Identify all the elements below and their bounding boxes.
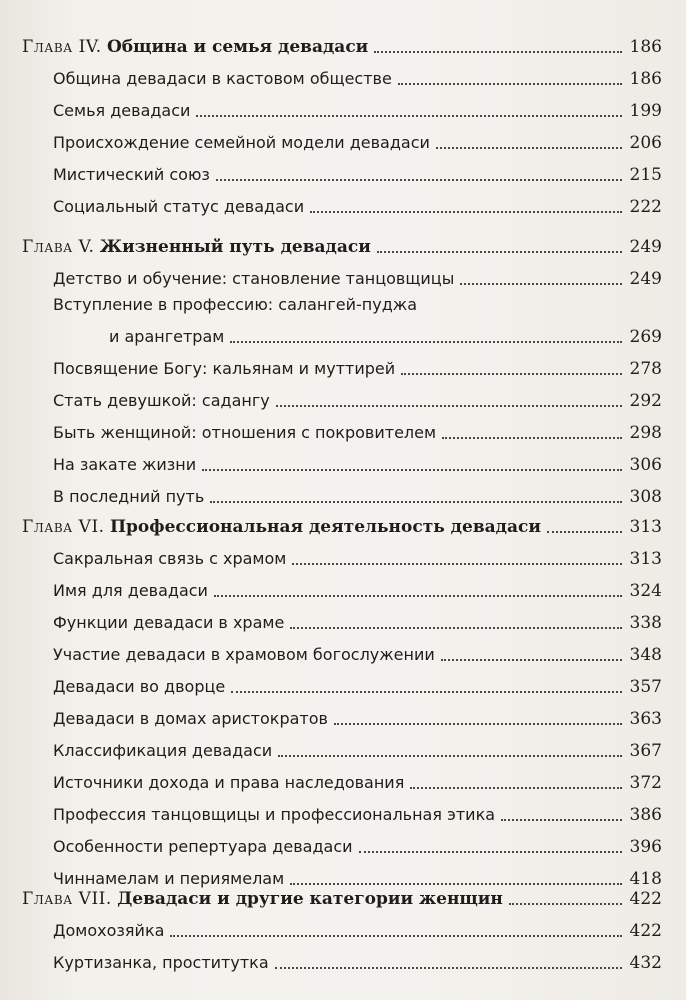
item-title: Община девадаси в кастовом обществе xyxy=(53,69,392,88)
toc-item[interactable] xyxy=(22,260,662,292)
toc-item[interactable] xyxy=(22,700,662,732)
page-number: 396 xyxy=(629,837,662,857)
chapter-label: Глава VI. xyxy=(22,517,105,537)
chapter-iv xyxy=(22,28,662,220)
item-title: Куртизанка, проститутка xyxy=(53,953,269,972)
toc-item[interactable] xyxy=(22,156,662,188)
toc-item[interactable] xyxy=(22,668,662,700)
page-number: 292 xyxy=(629,391,662,411)
dot-leader xyxy=(275,967,622,969)
item-title: Функции девадаси в храме xyxy=(53,613,285,632)
item-title-continuation: и арангетрам xyxy=(109,327,225,346)
chapter-heading[interactable] xyxy=(22,228,662,260)
page-number: 357 xyxy=(629,677,662,697)
toc-item[interactable] xyxy=(22,912,662,944)
toc-item[interactable] xyxy=(22,446,662,478)
dot-leader xyxy=(442,437,622,439)
chapter-heading[interactable] xyxy=(22,28,662,60)
page-number: 363 xyxy=(629,709,662,729)
item-title: Детство и обучение: становление танцовщицы xyxy=(53,269,455,288)
item-title: Источники дохода и права наследования xyxy=(53,773,405,792)
page-number: 367 xyxy=(629,741,662,761)
page-number: 308 xyxy=(629,487,662,507)
page-number: 298 xyxy=(629,423,662,443)
toc-item[interactable] xyxy=(22,414,662,446)
page-number: 324 xyxy=(629,581,662,601)
item-title: Участие девадаси в храмовом богослужении xyxy=(53,645,435,664)
dot-leader xyxy=(276,405,622,407)
dot-leader xyxy=(292,563,622,565)
toc-item[interactable] xyxy=(22,944,662,976)
toc-item[interactable] xyxy=(22,732,662,764)
chapter-vii xyxy=(22,880,662,976)
chapter-vi xyxy=(22,508,662,892)
dot-leader xyxy=(210,501,622,503)
dot-leader xyxy=(509,903,622,905)
dot-leader xyxy=(410,787,622,789)
item-title: Вступление в профессию: салангей-пуджа xyxy=(53,295,417,314)
page-number: 206 xyxy=(629,133,662,153)
item-title: Семья девадаси xyxy=(53,101,191,120)
item-title: Посвящение Богу: кальянам и муттирей xyxy=(53,359,396,378)
item-title: Домохозяйка xyxy=(53,921,165,940)
page-number: 372 xyxy=(629,773,662,793)
page-number: 338 xyxy=(629,613,662,633)
page-number: 386 xyxy=(629,805,662,825)
page-number: 348 xyxy=(629,645,662,665)
page-number: 422 xyxy=(629,889,662,909)
dot-leader xyxy=(196,115,622,117)
page-number: 186 xyxy=(629,69,662,89)
item-title: Стать девушкой: садангу xyxy=(53,391,270,410)
chapter-title: Профессиональная деятельность девадаси xyxy=(109,517,541,537)
item-title: Девадаси во дворце xyxy=(53,677,226,696)
dot-leader xyxy=(214,595,622,597)
dot-leader xyxy=(374,51,622,53)
dot-leader xyxy=(230,341,622,343)
toc-item[interactable] xyxy=(22,124,662,156)
item-title: Классификация девадаси xyxy=(53,741,273,760)
item-title: Социальный статус девадаси xyxy=(53,197,305,216)
chapter-label: Глава VII. xyxy=(22,889,112,909)
item-title: Особенности репертуара девадаси xyxy=(53,837,353,856)
toc-item[interactable] xyxy=(22,636,662,668)
dot-leader xyxy=(170,935,622,937)
item-title: Девадаси в домах аристократов xyxy=(53,709,328,728)
page-number: 306 xyxy=(629,455,662,475)
toc-item[interactable] xyxy=(22,540,662,572)
page-number: 186 xyxy=(629,37,662,57)
page-number: 249 xyxy=(629,269,662,289)
toc-item[interactable] xyxy=(22,60,662,92)
item-title: Имя для девадаси xyxy=(53,581,208,600)
toc-item[interactable] xyxy=(22,828,662,860)
page-number: 278 xyxy=(629,359,662,379)
dot-leader xyxy=(334,723,622,725)
toc-item[interactable] xyxy=(22,796,662,828)
item-title: В последний путь xyxy=(53,487,205,506)
chapter-label: Глава IV. xyxy=(22,37,102,57)
dot-leader xyxy=(290,627,622,629)
dot-leader xyxy=(441,659,622,661)
toc-item-first-line[interactable] xyxy=(22,292,662,318)
chapter-v xyxy=(22,228,662,510)
item-title: На закате жизни xyxy=(53,455,197,474)
dot-leader xyxy=(547,531,622,533)
toc-item[interactable] xyxy=(22,764,662,796)
toc-item[interactable] xyxy=(22,188,662,220)
chapter-heading[interactable] xyxy=(22,880,662,912)
page-number: 418 xyxy=(629,869,662,889)
dot-leader xyxy=(359,851,622,853)
dot-leader xyxy=(436,147,622,149)
dot-leader xyxy=(377,251,622,253)
toc-item[interactable] xyxy=(22,382,662,414)
chapter-heading[interactable] xyxy=(22,508,662,540)
page-number: 432 xyxy=(629,953,662,973)
toc-item[interactable] xyxy=(22,478,662,510)
dot-leader xyxy=(231,691,622,693)
chapter-title: Община и семья девадаси xyxy=(107,37,369,57)
page-number: 249 xyxy=(629,237,662,257)
toc-item[interactable] xyxy=(22,350,662,382)
item-title: Чиннамелам и периямелам xyxy=(53,869,285,888)
dot-leader xyxy=(216,179,622,181)
page-number: 199 xyxy=(629,101,662,121)
item-title: Происхождение семейной модели девадаси xyxy=(53,133,430,152)
dot-leader xyxy=(398,83,622,85)
toc-item[interactable] xyxy=(22,604,662,636)
page-number: 422 xyxy=(629,921,662,941)
page-number: 215 xyxy=(629,165,662,185)
toc-item[interactable] xyxy=(22,92,662,124)
dot-leader xyxy=(501,819,622,821)
dot-leader xyxy=(202,469,622,471)
toc-item-continuation[interactable] xyxy=(22,318,662,350)
page-number: 313 xyxy=(629,517,662,537)
page-number: 269 xyxy=(629,327,662,347)
item-title: Сакральная связь с храмом xyxy=(53,549,287,568)
chapter-title: Девадаси и другие категории женщин xyxy=(117,889,503,909)
dot-leader xyxy=(401,373,622,375)
dot-leader xyxy=(278,755,622,757)
chapter-label: Глава V. xyxy=(22,237,95,257)
item-title: Быть женщиной: отношения с покровителем xyxy=(53,423,437,442)
page-number: 313 xyxy=(629,549,662,569)
dot-leader xyxy=(310,211,622,213)
item-title: Профессия танцовщицы и профессиональная этика xyxy=(53,805,496,824)
toc-item[interactable] xyxy=(22,572,662,604)
dot-leader xyxy=(460,283,622,285)
item-title: Мистический союз xyxy=(53,165,210,184)
chapter-title: Жизненный путь девадаси xyxy=(99,237,371,257)
page-number: 222 xyxy=(629,197,662,217)
